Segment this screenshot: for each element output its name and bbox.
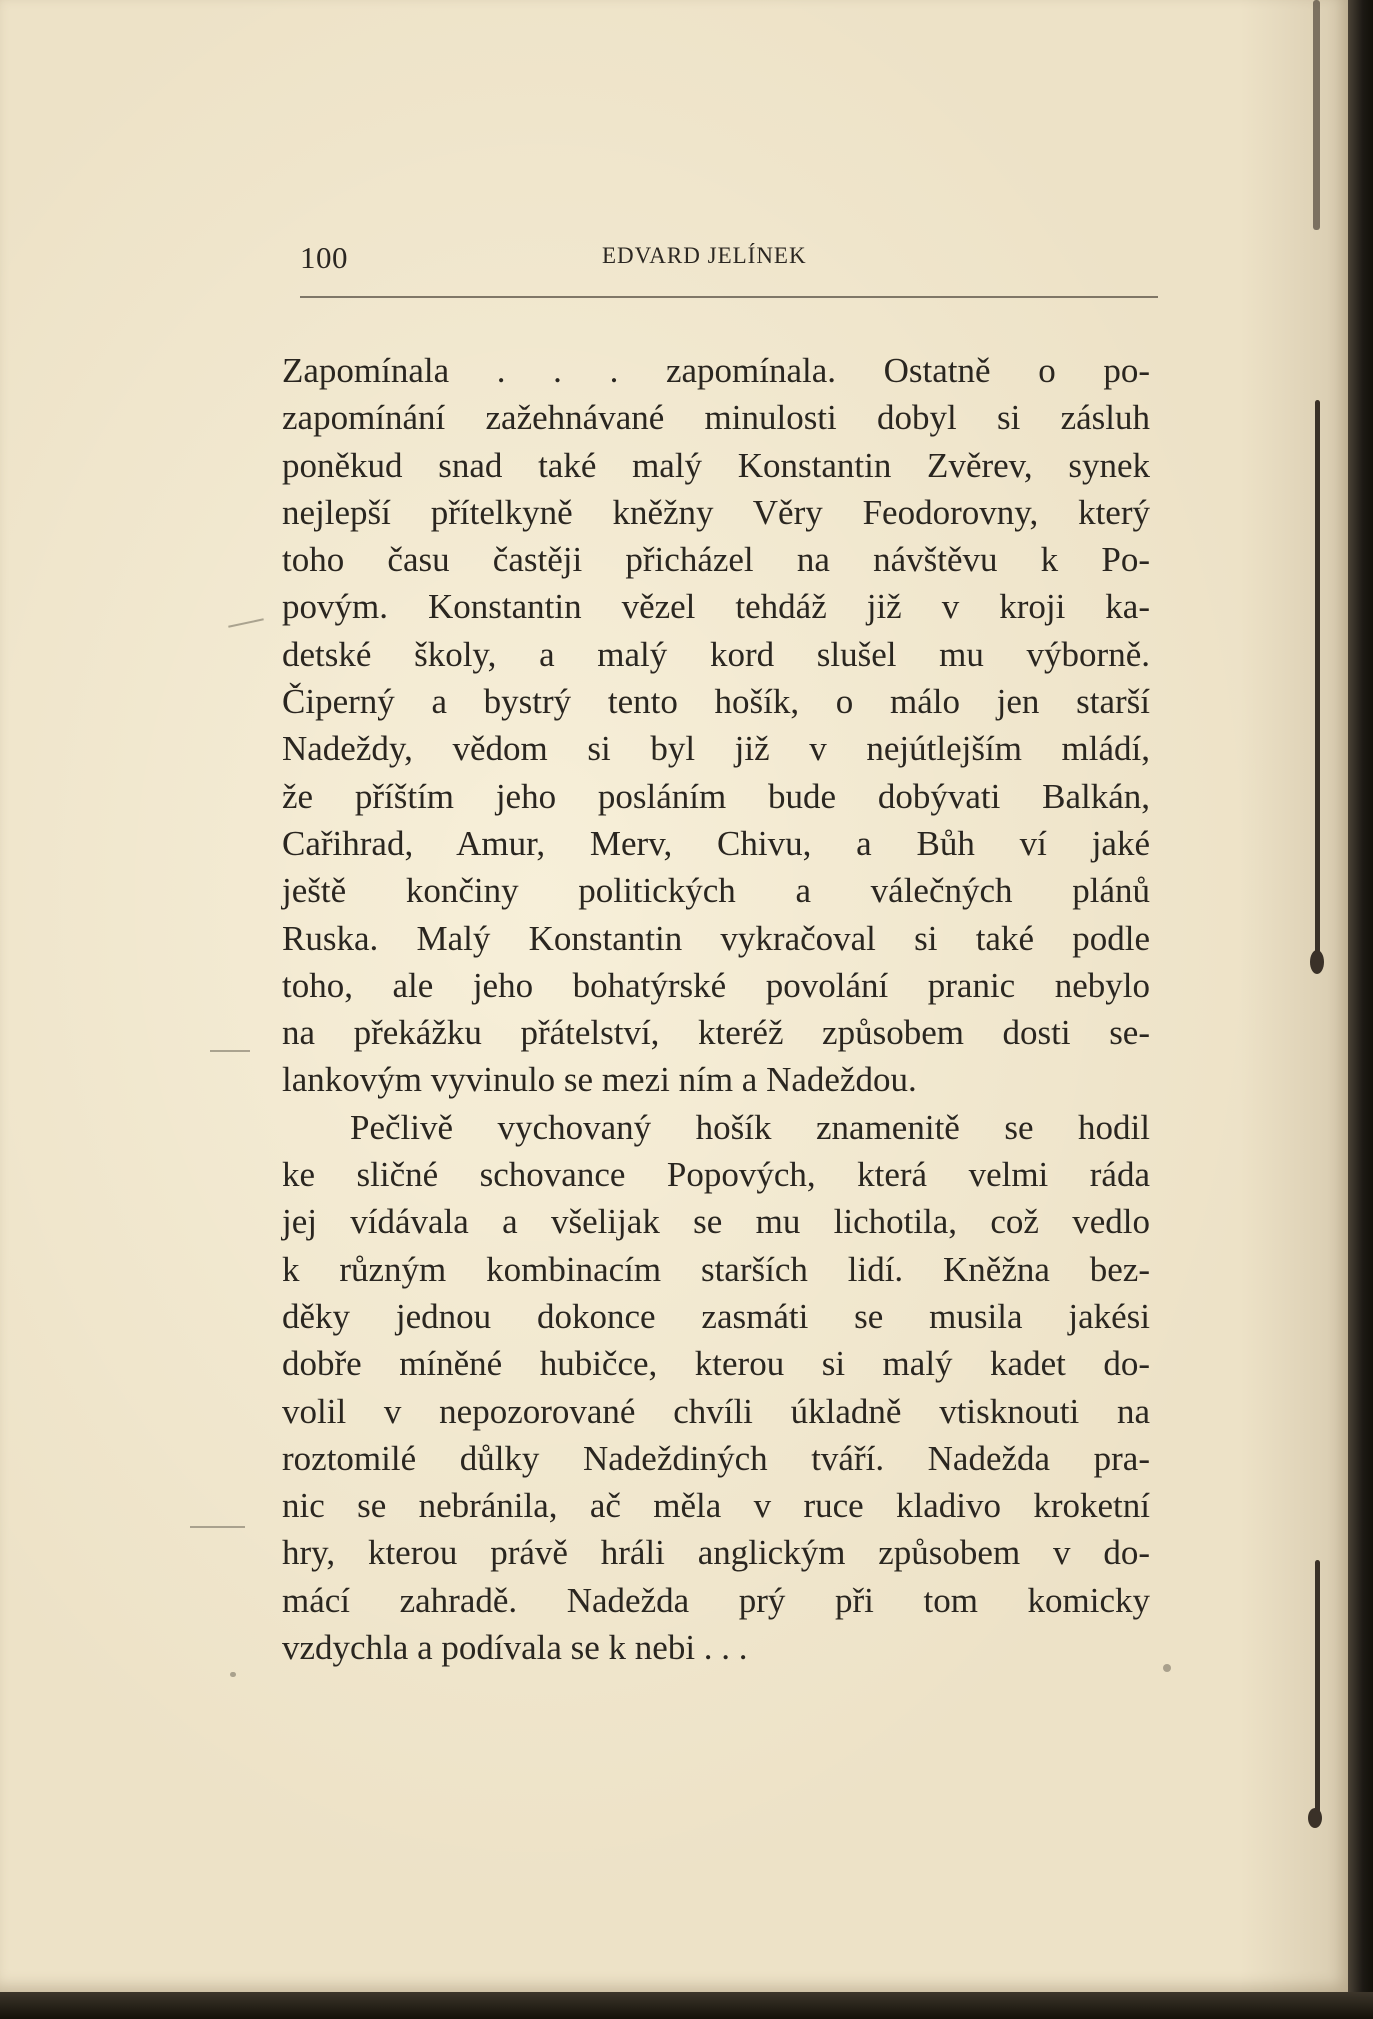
text-line: k různým kombinacím starších lidí. Kněžna bez- bbox=[282, 1249, 1150, 1289]
text-line: Pečlivě vychovaný hošík znamenitě se hodil bbox=[350, 1107, 1150, 1147]
text-line: nejlepší přítelkyně kněžny Věry Feodorovny, který bbox=[282, 492, 1150, 532]
header-rule bbox=[300, 296, 1158, 298]
text-line: povým. Konstantin vězel tehdáž již v kroji ka- bbox=[282, 587, 1150, 627]
text-line: lankovým vyvinulo se mezi ním a Nadeždou. bbox=[282, 1060, 917, 1100]
margin-mark bbox=[228, 618, 264, 627]
text-line: Zapomínala . . . zapomínala. Ostatně o po- bbox=[282, 351, 1150, 390]
text-line: zapomínání zažehnávané minulosti dobyl si zásluh bbox=[282, 398, 1150, 438]
text-line: Čiperný a bystrý tento hošík, o málo jen starší bbox=[282, 682, 1150, 722]
text-line: poněkud snad také malý Konstantin Zvěrev, synek bbox=[282, 445, 1150, 485]
text-line: nic se nebránila, ač měla v ruce kladivo kroketní bbox=[282, 1486, 1150, 1526]
page-edge-bottom bbox=[0, 1992, 1373, 2019]
binding-mark bbox=[1315, 400, 1320, 960]
binding-mark bbox=[1310, 950, 1324, 974]
text-line: ještě končiny politických a válečných plánů bbox=[282, 871, 1150, 911]
binding-mark bbox=[1313, 0, 1320, 230]
page-number: 100 bbox=[300, 240, 348, 275]
text-line: děky jednou dokonce zasmáti se musila jakési bbox=[282, 1296, 1150, 1336]
text-line: detské školy, a malý kord slušel mu výborně. bbox=[282, 634, 1150, 674]
margin-mark bbox=[230, 1672, 236, 1677]
text-line: dobře míněné hubičce, kterou si malý kadet do- bbox=[282, 1344, 1150, 1384]
text-line: jej vídávala a všelijak se mu lichotila, což vedlo bbox=[282, 1202, 1150, 1242]
text-line: na překážku přátelství, kteréž způsobem dosti se- bbox=[282, 1013, 1150, 1053]
text-line: mácí zahradě. Nadežda prý při tom komicky bbox=[282, 1580, 1150, 1620]
margin-mark bbox=[1163, 1664, 1171, 1672]
text-line: hry, kterou právě hráli anglickým způsobem v do- bbox=[282, 1533, 1150, 1573]
binding-mark bbox=[1308, 1808, 1322, 1828]
margin-mark bbox=[210, 1050, 250, 1052]
page-edge-right bbox=[1348, 0, 1373, 2019]
text-line: ke sličné schovance Popových, která velmi ráda bbox=[282, 1155, 1150, 1195]
binding-mark bbox=[1315, 1560, 1320, 1820]
text-line: volil v nepozorované chvíli úkladně vtisknouti na bbox=[282, 1391, 1150, 1431]
text-line: toho, ale jeho bohatýrské povolání pranic nebylo bbox=[282, 965, 1150, 1005]
text-line: Cařihrad, Amur, Merv, Chivu, a Bůh ví jaké bbox=[282, 823, 1150, 863]
text-line: Ruska. Malý Konstantin vykračoval si také podle bbox=[282, 918, 1150, 958]
text-line: toho času častěji přicházel na návštěvu k Po- bbox=[282, 540, 1150, 580]
text-line: vzdychla a podívala se k nebi . . . bbox=[282, 1628, 748, 1668]
running-head bbox=[300, 240, 1160, 280]
text-line: že příštím jeho posláním bude dobývati Balkán, bbox=[282, 776, 1150, 816]
text-line: Nadeždy, vědom si byl již v nejútlejším mládí, bbox=[282, 729, 1150, 769]
margin-mark bbox=[190, 1526, 245, 1528]
body-text bbox=[282, 347, 1150, 1671]
running-title: EDVARD JELÍNEK bbox=[602, 243, 807, 268]
text-line: roztomilé důlky Nadeždiných tváří. Nadežda pra- bbox=[282, 1438, 1150, 1478]
